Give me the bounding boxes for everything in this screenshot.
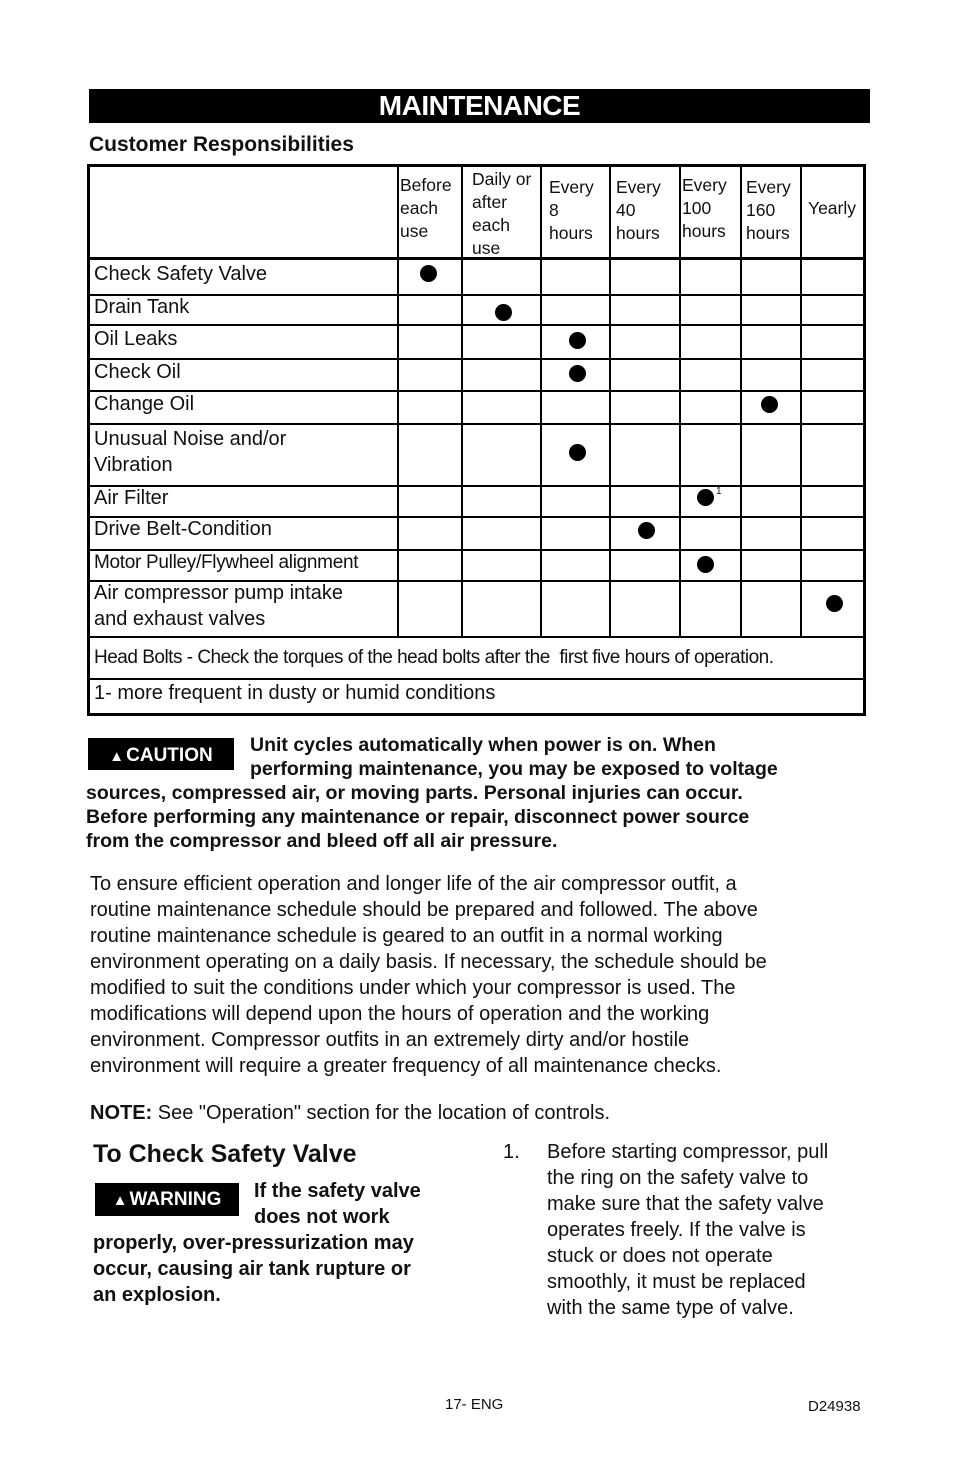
row-divider xyxy=(87,294,866,296)
caution-label-text: CAUTION xyxy=(126,745,213,766)
schedule-dot xyxy=(761,396,778,413)
column-header: Before xyxy=(400,175,452,195)
schedule-dot xyxy=(569,365,586,382)
column-header: each xyxy=(400,198,438,218)
row-label: Motor Pulley/Flywheel alignment xyxy=(94,552,359,573)
footnote-marker: 1 xyxy=(716,486,722,497)
column-divider xyxy=(609,164,611,636)
row-label: Check Safety Valve xyxy=(94,263,268,285)
row-label: Drain Tank xyxy=(94,296,190,318)
section-subtitle: Customer Responsibilities xyxy=(89,133,354,156)
step-line: operates freely. If the valve is xyxy=(547,1219,806,1241)
schedule-dot xyxy=(697,556,714,573)
row-divider xyxy=(87,485,866,487)
caution-text-line-2: performing maintenance, you may be exposed to voltage xyxy=(250,758,778,780)
page-title: MAINTENANCE xyxy=(89,89,870,123)
paragraph-line: environment operating on a daily basis. If necessary, the schedule should be xyxy=(90,951,767,973)
step-line: smoothly, it must be replaced xyxy=(547,1271,806,1293)
warning-text-line-4: occur, causing air tank rupture or xyxy=(93,1258,411,1280)
paragraph-line: routine maintenance schedule should be prepared and followed. The above xyxy=(90,899,758,921)
step-line: the ring on the safety valve to xyxy=(547,1167,809,1189)
column-header: Yearly xyxy=(808,198,856,218)
step-line: Before starting compressor, pull xyxy=(547,1141,829,1163)
paragraph-line: routine maintenance schedule is geared to an outfit in a normal working xyxy=(90,925,723,947)
column-divider xyxy=(461,164,463,636)
column-header: 100 xyxy=(682,198,712,218)
caution-text-line-4: Before performing any maintenance or repair, disconnect power source xyxy=(86,806,750,828)
column-header: use xyxy=(400,221,429,241)
paragraph-line: modified to suit the conditions under which your compressor is used. The xyxy=(90,977,736,999)
caution-text-line-5: from the compressor and bleed off all air pressure. xyxy=(86,830,558,852)
column-header: Every xyxy=(746,177,791,197)
warning-text-line-1: If the safety valve xyxy=(254,1180,421,1202)
note-text: See "Operation" section for the location of controls. xyxy=(152,1102,611,1124)
schedule-dot xyxy=(638,522,655,539)
schedule-dot xyxy=(569,332,586,349)
schedule-dot xyxy=(420,265,437,282)
table-border-right xyxy=(863,164,866,716)
column-header: 8 xyxy=(549,200,559,220)
paragraph-line: To ensure efficient operation and longer life of the air compressor outfit, a xyxy=(90,873,737,895)
step-number: 1. xyxy=(503,1141,520,1163)
paragraph-line: modifications will depend upon the hours of operation and the working xyxy=(90,1003,710,1025)
column-divider xyxy=(540,164,542,636)
row-label: Oil Leaks xyxy=(94,328,178,350)
row-divider xyxy=(87,324,866,326)
column-header: 160 xyxy=(746,200,776,220)
column-header: hours xyxy=(616,223,660,243)
warning-label-text: WARNING xyxy=(129,1189,222,1210)
column-header: hours xyxy=(549,223,593,243)
warning-triangle-icon: ▲ xyxy=(109,748,125,765)
column-header: hours xyxy=(682,221,726,241)
schedule-dot xyxy=(569,444,586,461)
warning-text-line-2: does not work xyxy=(254,1206,390,1228)
schedule-dot xyxy=(826,595,843,612)
schedule-dot xyxy=(697,489,714,506)
document-id: D24938 xyxy=(808,1398,861,1415)
column-divider xyxy=(679,164,681,636)
caution-text-line-1: Unit cycles automatically when power is on. When xyxy=(250,734,716,756)
column-divider xyxy=(740,164,742,636)
table-border-bottom xyxy=(87,713,866,716)
row-divider xyxy=(87,423,866,425)
table-border-left xyxy=(87,164,90,716)
step-line: with the same type of valve. xyxy=(547,1297,794,1319)
note-line xyxy=(90,1100,610,1126)
maintenance-table xyxy=(87,164,866,716)
row-label: Air Filter xyxy=(94,487,169,509)
caution-badge xyxy=(88,738,234,770)
row-label: Unusual Noise and/or xyxy=(94,428,287,450)
column-divider xyxy=(397,164,399,636)
paragraph-line: environment will require a greater frequency of all maintenance checks. xyxy=(90,1055,722,1077)
row-divider xyxy=(87,636,866,638)
warning-text-line-5: an explosion. xyxy=(93,1284,221,1306)
row-divider xyxy=(87,390,866,392)
row-label: Check Oil xyxy=(94,361,181,383)
row-divider xyxy=(87,358,866,360)
safety-valve-heading: To Check Safety Valve xyxy=(93,1140,357,1168)
table-footnote: 1- more frequent in dusty or humid conditions xyxy=(94,682,496,704)
page-number: 17- ENG xyxy=(445,1396,504,1413)
column-header: 40 xyxy=(616,200,636,220)
column-header: Every xyxy=(549,177,594,197)
column-header: use xyxy=(472,238,501,258)
column-divider xyxy=(800,164,802,636)
caution-text-line-3: sources, compressed air, or moving parts. Personal injuries can occur. xyxy=(86,782,743,804)
note-label: NOTE: xyxy=(90,1102,153,1124)
warning-triangle-icon: ▲ xyxy=(112,1192,128,1209)
step-line: make sure that the safety valve xyxy=(547,1193,824,1215)
column-header: Daily or xyxy=(472,169,532,189)
row-label: Air compressor pump intake xyxy=(94,582,343,604)
column-header: each xyxy=(472,215,510,235)
column-header: hours xyxy=(746,223,790,243)
row-label: and exhaust valves xyxy=(94,608,266,630)
paragraph-line: environment. Compressor outfits in an extremely dirty and/or hostile xyxy=(90,1029,690,1051)
row-label: Drive Belt-Condition xyxy=(94,518,272,540)
row-label: Vibration xyxy=(94,454,173,476)
table-border-top xyxy=(87,164,866,167)
step-text xyxy=(547,1139,828,1321)
column-header: after xyxy=(472,192,508,212)
column-header: Every xyxy=(682,175,727,195)
row-label: Change Oil xyxy=(94,393,195,415)
warning-text-line-3: properly, over-pressurization may xyxy=(93,1232,414,1254)
warning-badge xyxy=(95,1183,239,1216)
column-header: Every xyxy=(616,177,661,197)
maintenance-paragraph xyxy=(90,871,767,1079)
head-bolts-note: Head Bolts - Check the torques of the head bolts after the first five hours of operation. xyxy=(94,647,774,668)
schedule-dot xyxy=(495,304,512,321)
step-line: stuck or does not operate xyxy=(547,1245,773,1267)
